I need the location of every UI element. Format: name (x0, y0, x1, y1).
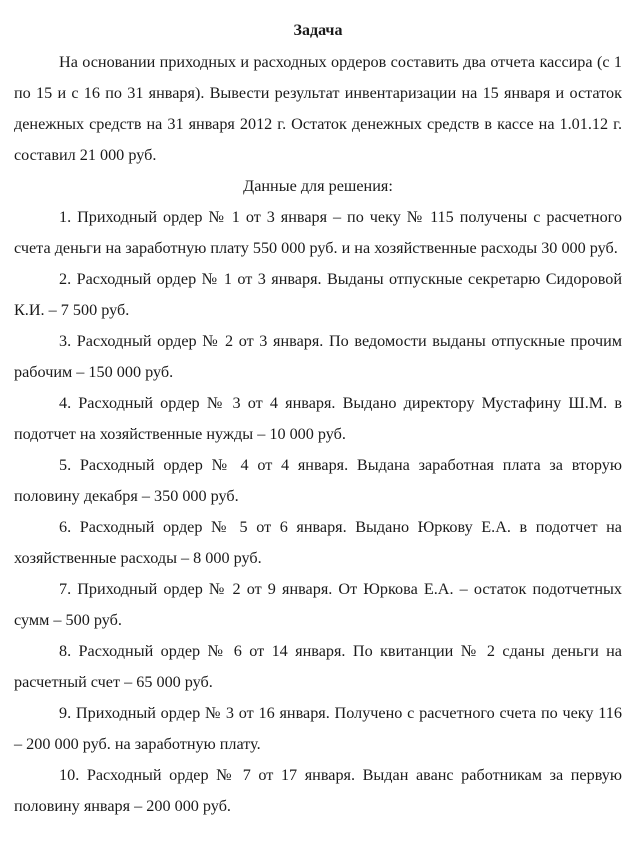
data-item-2: 2. Расходный ордер № 1 от 3 января. Выданы отпускные секретарю Сидоровой К.И. – 7 500 руб. (14, 270, 622, 319)
data-item-5: 5. Расходный ордер № 4 от 4 января. Выдана заработная плата за вторую половину декабря – 350 000 руб. (14, 456, 622, 505)
data-item-6: 6. Расходный ордер № 5 от 6 января. Выдано Юркову Е.А. в подотчет на хозяйственные расходы – 8 000 руб. (14, 518, 622, 567)
data-item-3: 3. Расходный ордер № 2 от 3 января. По ведомости выданы отпускные прочим рабочим – 150 000 руб. (14, 332, 622, 381)
data-item-1: 1. Приходный ордер № 1 от 3 января – по чеку № 115 получены с расчетного счета деньги на заработную плату 550 000 руб. и на хозяйственные расходы 30 000 руб. (14, 208, 622, 257)
data-item-7: 7. Приходный ордер № 2 от 9 января. От Юркова Е.А. – остаток подотчетных сумм – 500 руб. (14, 580, 622, 629)
document-title: Задача (293, 22, 343, 39)
data-item-4: 4. Расходный ордер № 3 от 4 января. Выдано директору Мустафину Ш.М. в подотчет на хозяйственные нужды – 10 000 руб. (14, 394, 622, 443)
data-item-10: 10. Расходный ордер № 7 от 17 января. Выдан аванс работникам за первую половину января – 200 000 руб. (14, 766, 622, 815)
data-item-8: 8. Расходный ордер № 6 от 14 января. По квитанции № 2 сданы деньги на расчетный счет – 65 000 руб. (14, 642, 622, 691)
data-item-9: 9. Приходный ордер № 3 от 16 января. Получено с расчетного счета по чеку 116 – 200 000 руб. на заработную плату. (14, 704, 622, 753)
data-subtitle: Данные для решения: (243, 177, 393, 195)
task-description: На основании приходных и расходных ордеров составить два отчета кассира (с 1 по 15 и с 16 по 31 января). Вывести результат инвентаризации на 15 января и остаток денежных средств на 31 января 2012 г. Остаток денежных средств в кассе на 1.01.12 г. составил 21 000 руб. (14, 53, 622, 164)
